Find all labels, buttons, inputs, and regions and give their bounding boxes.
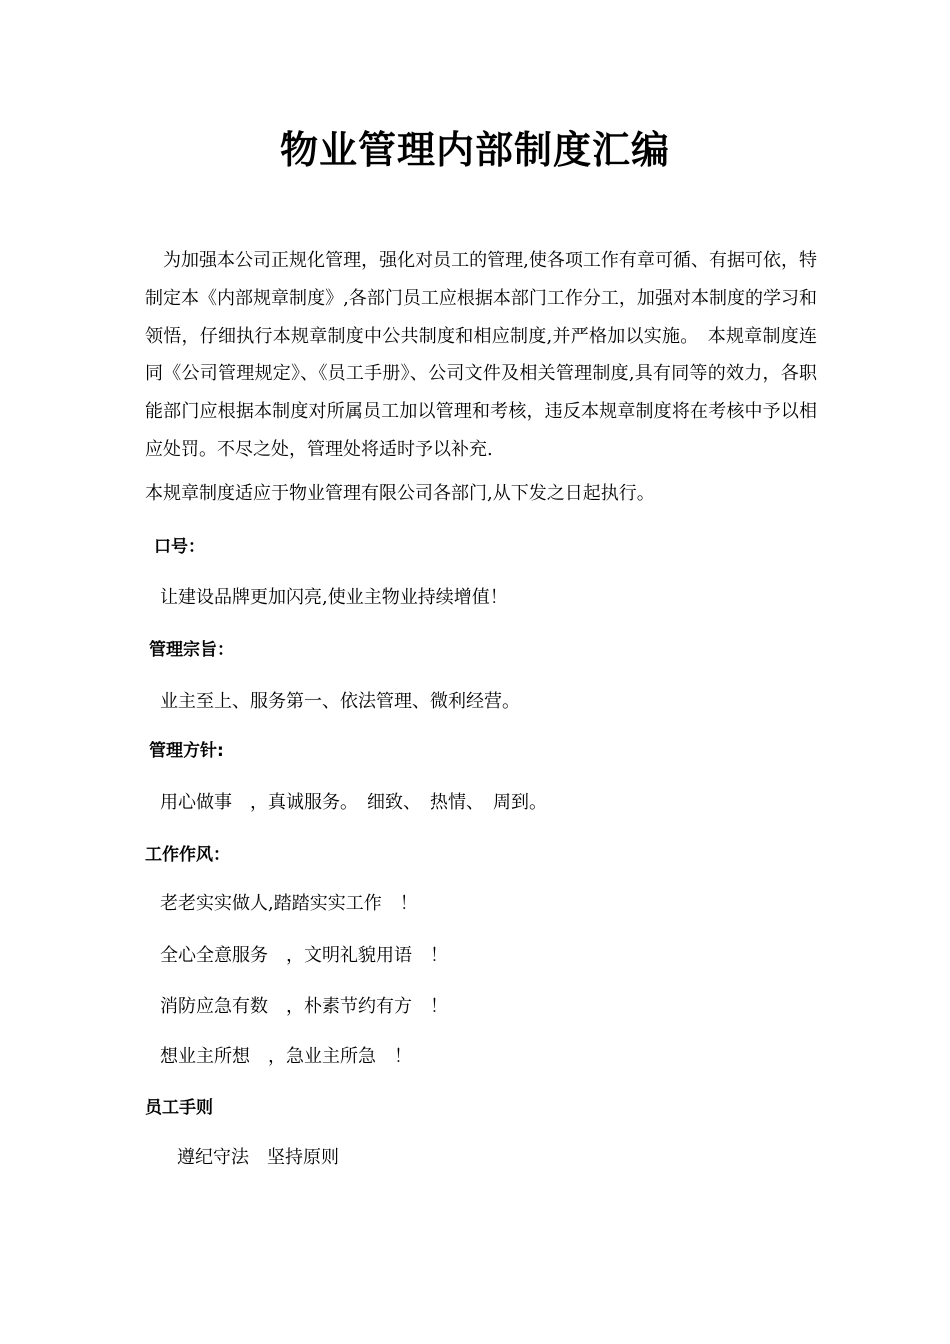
document-title: 物业管理内部制度汇编 (279, 128, 670, 172)
work-style-item: 全心全意服务 ，文明礼貌用语 ！ (160, 945, 448, 966)
purpose-text: 业主至上、服务第一、依法管理、微利经营。 (160, 691, 520, 712)
purpose-heading: 管理宗旨： (149, 640, 234, 660)
intro-paragraph: 为加强本公司正规化管理，强化对员工的管理,使各项工作有章可循、有据可依，特制定本《内部规章制度》,各部门员工应根据本部门工作分工，加强对本制度的学习和领悟，仔细执行本规章制度中公共制度和相应制度,并严格加以实施。 本规章制度连同《公司管理规定》、《员工手册》、公司文件及相关管理制度,具有同等的效力，各职能部门应根据本制度对所属员工加以管理和考核，违反本规章制度将在考核中予以相应处罚。不尽之处，管理处将适时予以补充. (145, 250, 817, 460)
work-style-heading: 工作作风： (145, 845, 230, 865)
policy-text: 用心做事 ，真诚服务。 细致、 热情、 周到。 (160, 792, 547, 813)
applicability-text: 本规章制度适应于物业管理有限公司各部门,从下发之日起执行。 (145, 483, 655, 504)
policy-heading: 管理方针: (149, 741, 224, 761)
staff-rules-heading: 员工手则 (145, 1098, 213, 1118)
staff-rules-item: 遵纪守法 坚持原则 (177, 1147, 339, 1168)
slogan-text: 让建设品牌更加闪亮,使业主物业持续增值！ (160, 587, 508, 608)
work-style-item: 老老实实做人,踏踏实实工作 ！ (160, 893, 418, 914)
work-style-item: 想业主所想 ，急业主所急 ！ (160, 1046, 412, 1067)
work-style-item: 消防应急有数 ，朴素节约有方 ！ (160, 996, 448, 1017)
slogan-heading: 口号： (154, 537, 205, 557)
